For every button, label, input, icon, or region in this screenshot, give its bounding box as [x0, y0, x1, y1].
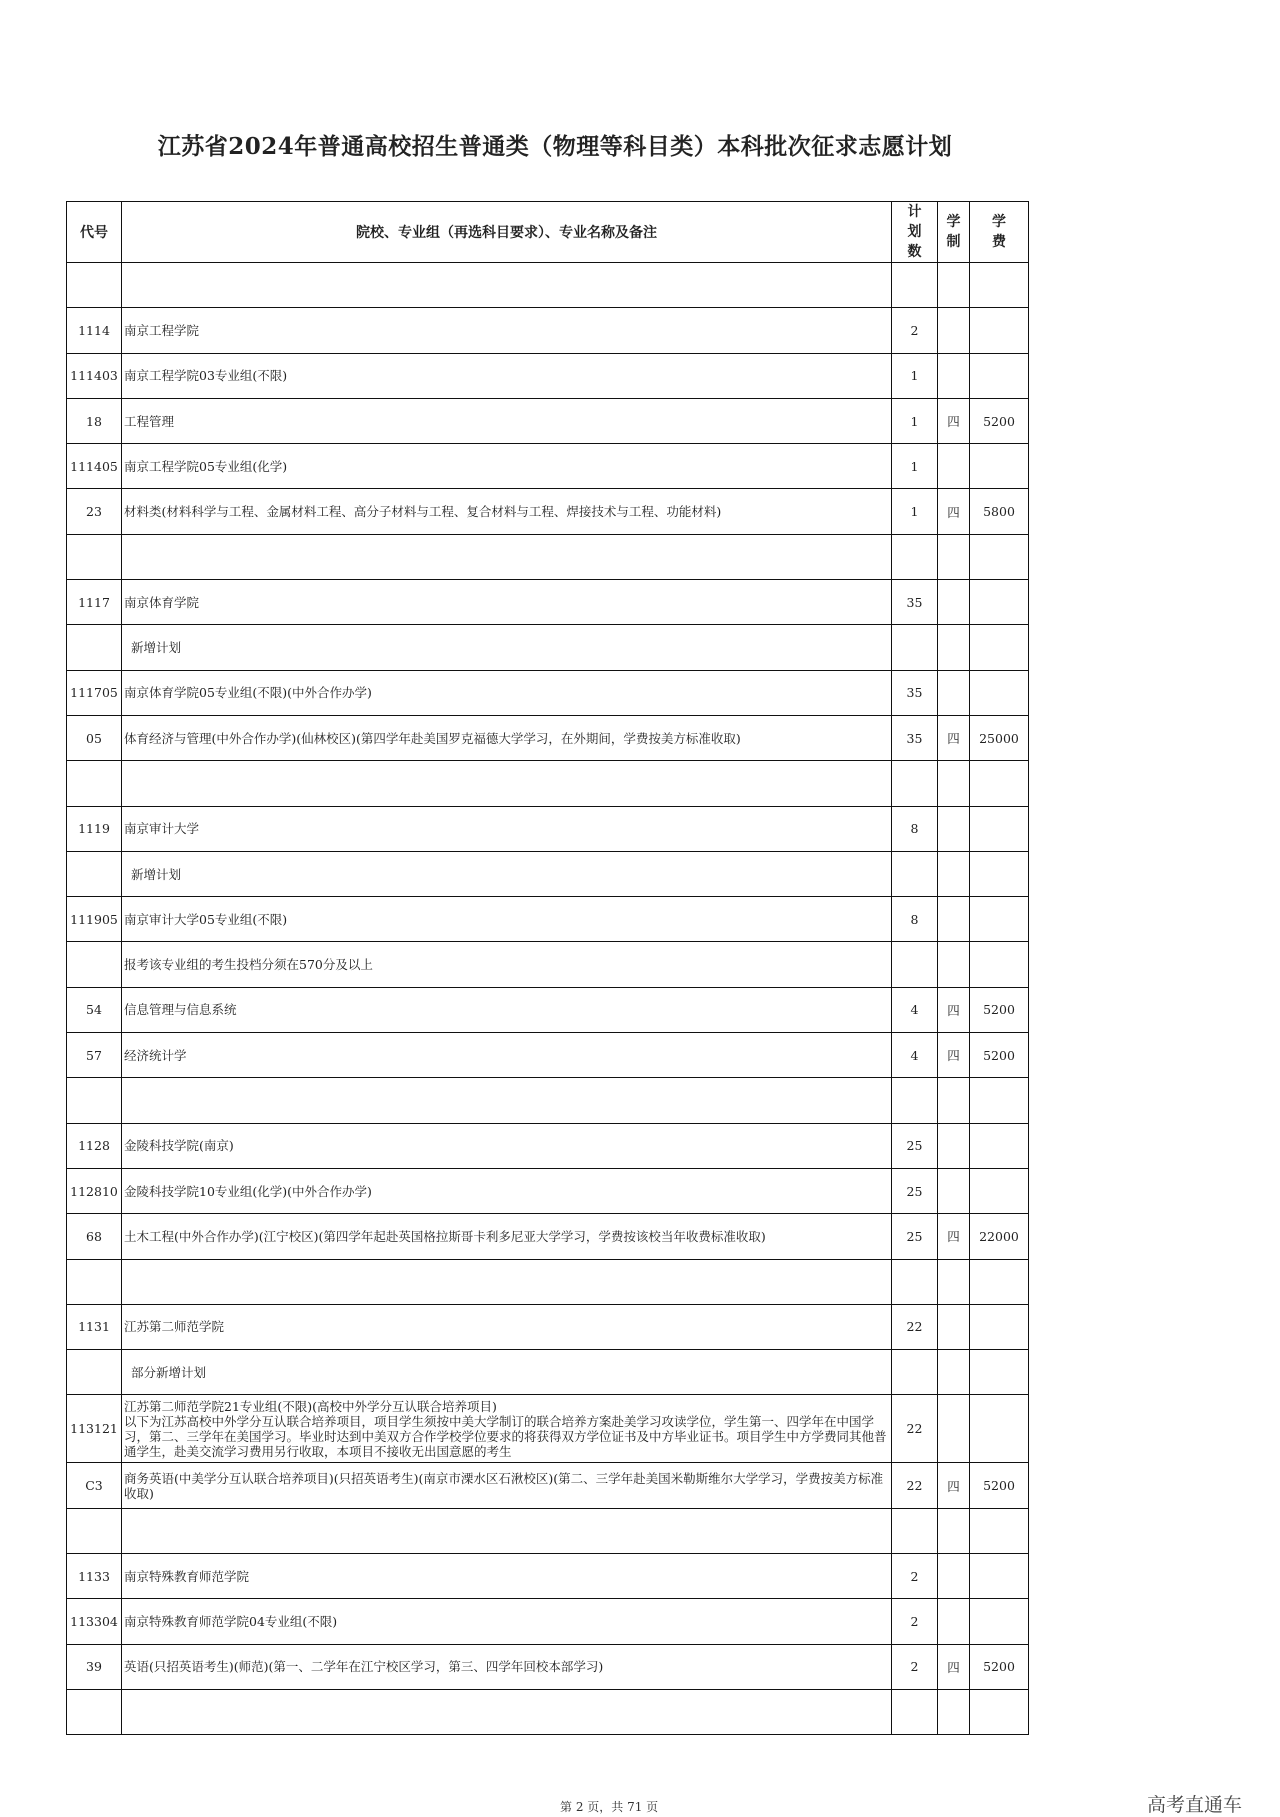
code-cell: 1119: [67, 806, 122, 851]
fee-cell: [970, 308, 1029, 353]
fee-cell: 5200: [970, 1644, 1029, 1689]
duration-cell: [938, 1304, 970, 1349]
plan-count-cell: [892, 263, 938, 308]
table-row: [67, 715, 1029, 760]
code-cell: [67, 263, 122, 308]
code-cell: 112810: [67, 1168, 122, 1213]
code-cell: 111905: [67, 897, 122, 942]
duration-cell: 四: [938, 1033, 970, 1078]
plan-count-cell: 25: [892, 1214, 938, 1259]
table-row: [67, 942, 1029, 987]
duration-cell: [938, 308, 970, 353]
duration-cell: 四: [938, 489, 970, 534]
fee-cell: [970, 1123, 1029, 1168]
fee-cell: [970, 1259, 1029, 1304]
duration-cell: [938, 1350, 970, 1395]
header-duration: [938, 202, 970, 263]
table-row: [67, 1644, 1029, 1689]
name-cell: 南京工程学院03专业组(不限): [122, 353, 892, 398]
table-header-row: [67, 202, 1029, 263]
duration-cell: [938, 670, 970, 715]
code-cell: 111405: [67, 444, 122, 489]
plan-count-cell: [892, 851, 938, 896]
name-cell: 南京工程学院: [122, 308, 892, 353]
plan-count-cell: 22: [892, 1304, 938, 1349]
fee-cell: [970, 625, 1029, 670]
name-cell: 英语(只招英语考生)(师范)(第一、二学年在江宁校区学习，第三、四学年回校本部学习): [122, 1644, 892, 1689]
table-row: [67, 806, 1029, 851]
duration-cell: 四: [938, 715, 970, 760]
plan-count-cell: 4: [892, 987, 938, 1032]
fee-cell: [970, 1689, 1029, 1734]
duration-cell: 四: [938, 398, 970, 443]
fee-cell: [970, 806, 1029, 851]
table-row: [67, 1395, 1029, 1463]
name-cell: 新增计划: [122, 851, 892, 896]
name-cell: 信息管理与信息系统: [122, 987, 892, 1032]
fee-cell: 5200: [970, 1033, 1029, 1078]
plan-count-cell: [892, 1350, 938, 1395]
code-cell: 111403: [67, 353, 122, 398]
table-row: [67, 263, 1029, 308]
fee-cell: [970, 942, 1029, 987]
code-cell: 113304: [67, 1599, 122, 1644]
fee-cell: [970, 1508, 1029, 1553]
plan-count-cell: 22: [892, 1395, 938, 1463]
table-row: [67, 1168, 1029, 1213]
duration-cell: [938, 942, 970, 987]
name-cell: 新增计划: [122, 625, 892, 670]
table-row: [67, 308, 1029, 353]
plan-count-cell: 2: [892, 1599, 938, 1644]
code-cell: [67, 625, 122, 670]
duration-cell: [938, 1259, 970, 1304]
plan-count-cell: 35: [892, 580, 938, 625]
code-cell: 113121: [67, 1395, 122, 1463]
code-cell: 18: [67, 398, 122, 443]
plan-count-cell: [892, 1689, 938, 1734]
plan-count-cell: 25: [892, 1168, 938, 1213]
code-cell: 1133: [67, 1554, 122, 1599]
duration-cell: [938, 1689, 970, 1734]
code-cell: [67, 1259, 122, 1304]
duration-cell: 四: [938, 1214, 970, 1259]
fee-cell: [970, 1350, 1029, 1395]
header-fee: [970, 202, 1029, 263]
table-row: [67, 625, 1029, 670]
name-cell: [122, 263, 892, 308]
table-row: [67, 1214, 1029, 1259]
header-name: 院校、专业组（再选科目要求）、专业名称及备注: [122, 202, 892, 263]
code-cell: 111705: [67, 670, 122, 715]
fee-cell: [970, 1395, 1029, 1463]
fee-cell: [970, 1599, 1029, 1644]
table-row: [67, 1304, 1029, 1349]
fee-cell: 5800: [970, 489, 1029, 534]
code-cell: [67, 1078, 122, 1123]
duration-cell: [938, 580, 970, 625]
name-cell: 土木工程(中外合作办学)(江宁校区)(第四学年起赴英国格拉斯哥卡利多尼亚大学学习，学费按该校当年收费标准收取): [122, 1214, 892, 1259]
document-title: 江苏省2024年普通高校招生普通类（物理等科目类）本科批次征求志愿计划: [157, 133, 953, 160]
plan-table: [66, 201, 1029, 1735]
plan-count-cell: [892, 942, 938, 987]
duration-cell: [938, 534, 970, 579]
code-cell: 23: [67, 489, 122, 534]
fee-cell: [970, 353, 1029, 398]
fee-cell: [970, 444, 1029, 489]
table-row: [67, 670, 1029, 715]
name-cell: 金陵科技学院(南京): [122, 1123, 892, 1168]
fee-cell: 22000: [970, 1214, 1029, 1259]
name-cell: 商务英语(中美学分互认联合培养项目)(只招英语考生)(南京市溧水区石湫校区)(第二、三学年赴美国米勒斯维尔大学学习，学费按美方标准收取): [122, 1463, 892, 1508]
table-row: [67, 851, 1029, 896]
name-cell: [122, 761, 892, 806]
table-row: [67, 1508, 1029, 1553]
code-cell: [67, 761, 122, 806]
name-cell: 南京审计大学05专业组(不限): [122, 897, 892, 942]
name-cell: 南京审计大学: [122, 806, 892, 851]
code-cell: 1131: [67, 1304, 122, 1349]
table-row: [67, 398, 1029, 443]
name-cell: 南京体育学院: [122, 580, 892, 625]
table-body: [67, 263, 1029, 1735]
fee-cell: [970, 851, 1029, 896]
plan-count-cell: [892, 625, 938, 670]
page-number: 第 2 页，共 71 页: [560, 1800, 659, 1814]
duration-cell: [938, 1078, 970, 1123]
table-row: [67, 1599, 1029, 1644]
plan-count-cell: 8: [892, 897, 938, 942]
name-cell: [122, 1508, 892, 1553]
code-cell: [67, 942, 122, 987]
code-cell: 57: [67, 1033, 122, 1078]
fee-cell: [970, 1168, 1029, 1213]
table-row: [67, 1078, 1029, 1123]
code-cell: 39: [67, 1644, 122, 1689]
name-cell: 报考该专业组的考生投档分须在570分及以上: [122, 942, 892, 987]
plan-count-cell: 1: [892, 444, 938, 489]
duration-cell: 四: [938, 1644, 970, 1689]
table-row: [67, 580, 1029, 625]
table-row: [67, 1033, 1029, 1078]
table-row: [67, 1554, 1029, 1599]
code-cell: [67, 851, 122, 896]
duration-cell: [938, 1168, 970, 1213]
table-row: [67, 897, 1029, 942]
table-row: [67, 444, 1029, 489]
plan-count-cell: [892, 1078, 938, 1123]
name-cell: 南京特殊教育师范学院: [122, 1554, 892, 1599]
fee-cell: [970, 670, 1029, 715]
code-cell: C3: [67, 1463, 122, 1508]
header-plan: [892, 202, 938, 263]
name-cell: [122, 534, 892, 579]
duration-cell: [938, 444, 970, 489]
name-cell: 南京工程学院05专业组(化学): [122, 444, 892, 489]
duration-cell: [938, 851, 970, 896]
fee-cell: 5200: [970, 1463, 1029, 1508]
duration-cell: [938, 625, 970, 670]
table-row: [67, 1463, 1029, 1508]
name-cell: [122, 1078, 892, 1123]
plan-count-cell: [892, 1259, 938, 1304]
code-cell: [67, 1508, 122, 1553]
name-cell: 金陵科技学院10专业组(化学)(中外合作办学): [122, 1168, 892, 1213]
plan-count-cell: 25: [892, 1123, 938, 1168]
plan-count-cell: [892, 1508, 938, 1553]
code-cell: 1128: [67, 1123, 122, 1168]
duration-cell: 四: [938, 1463, 970, 1508]
header-code: 代号: [67, 202, 122, 263]
plan-count-cell: 35: [892, 670, 938, 715]
fee-cell: [970, 534, 1029, 579]
fee-cell: 5200: [970, 987, 1029, 1032]
duration-cell: [938, 263, 970, 308]
code-cell: [67, 534, 122, 579]
name-cell: 工程管理: [122, 398, 892, 443]
name-cell: 材料类(材料科学与工程、金属材料工程、高分子材料与工程、复合材料与工程、焊接技术与工程、功能材料): [122, 489, 892, 534]
table-row: [67, 489, 1029, 534]
code-cell: 1117: [67, 580, 122, 625]
watermark: 高考直通车: [1147, 1794, 1243, 1816]
duration-cell: [938, 806, 970, 851]
duration-cell: [938, 353, 970, 398]
table-row: [67, 761, 1029, 806]
code-cell: 54: [67, 987, 122, 1032]
duration-cell: [938, 1508, 970, 1553]
plan-count-cell: 8: [892, 806, 938, 851]
header-fee-text: 学 费: [992, 214, 1006, 250]
fee-cell: [970, 1078, 1029, 1123]
name-cell: 经济统计学: [122, 1033, 892, 1078]
fee-cell: [970, 761, 1029, 806]
plan-count-cell: 35: [892, 715, 938, 760]
plan-count-cell: 2: [892, 1644, 938, 1689]
duration-cell: [938, 1599, 970, 1644]
plan-count-cell: 2: [892, 308, 938, 353]
fee-cell: [970, 1304, 1029, 1349]
table-row: [67, 1689, 1029, 1734]
fee-cell: 5200: [970, 398, 1029, 443]
code-cell: [67, 1689, 122, 1734]
header-duration-text: 学 制: [946, 214, 961, 250]
name-cell: 南京体育学院05专业组(不限)(中外合作办学): [122, 670, 892, 715]
duration-cell: [938, 1123, 970, 1168]
name-cell: 江苏第二师范学院: [122, 1304, 892, 1349]
table-row: [67, 353, 1029, 398]
code-cell: 68: [67, 1214, 122, 1259]
name-cell: [122, 1689, 892, 1734]
name-cell: 南京特殊教育师范学院04专业组(不限): [122, 1599, 892, 1644]
fee-cell: [970, 580, 1029, 625]
table-row: [67, 1123, 1029, 1168]
code-cell: 05: [67, 715, 122, 760]
table-row: [67, 1350, 1029, 1395]
plan-count-cell: 1: [892, 398, 938, 443]
table-row: [67, 1259, 1029, 1304]
duration-cell: [938, 897, 970, 942]
plan-count-cell: 2: [892, 1554, 938, 1599]
table-row: [67, 534, 1029, 579]
code-cell: [67, 1350, 122, 1395]
plan-count-cell: 1: [892, 489, 938, 534]
fee-cell: [970, 1554, 1029, 1599]
duration-cell: 四: [938, 987, 970, 1032]
name-cell: [122, 1259, 892, 1304]
duration-cell: [938, 761, 970, 806]
plan-count-cell: [892, 534, 938, 579]
plan-count-cell: 4: [892, 1033, 938, 1078]
fee-cell: [970, 897, 1029, 942]
header-plan-text: 计 划 数: [907, 204, 922, 260]
table-row: [67, 987, 1029, 1032]
plan-count-cell: 1: [892, 353, 938, 398]
plan-count-cell: [892, 761, 938, 806]
fee-cell: 25000: [970, 715, 1029, 760]
name-cell: 江苏第二师范学院21专业组(不限)(高校中外学分互认联合培养项目) 以下为江苏高校中外学分互认联合培养项目，项目学生须按中美大学制订的联合培养方案赴美学习攻读学位，学生第一、四学年在中国学习，第二、三学年在美国学习。毕业时达到中美双方合作学校学位要求的将获得双方学位证书及中方毕业证书。项目学生中方学费同其他普通学生，赴美交流学习费用另行收取，本项目不接收无出国意愿的考生: [122, 1395, 892, 1463]
duration-cell: [938, 1554, 970, 1599]
name-cell: 体育经济与管理(中外合作办学)(仙林校区)(第四学年赴美国罗克福德大学学习，在外期间，学费按美方标准收取): [122, 715, 892, 760]
duration-cell: [938, 1395, 970, 1463]
name-cell: 部分新增计划: [122, 1350, 892, 1395]
plan-count-cell: 22: [892, 1463, 938, 1508]
fee-cell: [970, 263, 1029, 308]
code-cell: 1114: [67, 308, 122, 353]
